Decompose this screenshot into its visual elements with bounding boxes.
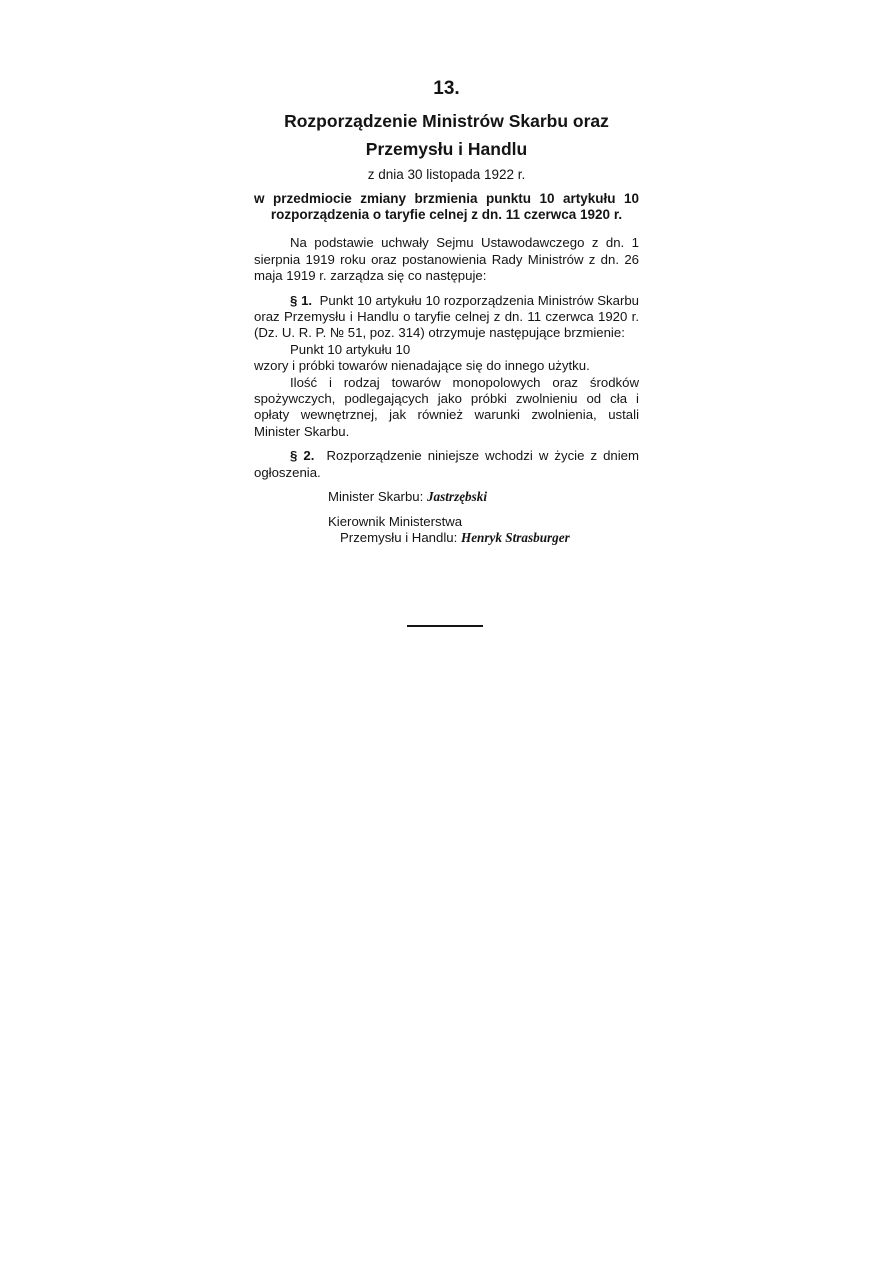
document-number: 13. (433, 78, 460, 99)
document-title-line1: Rozporządzenie Ministrów Skarbu oraz (284, 111, 609, 131)
minister-label: Minister Skarbu: (328, 489, 424, 505)
signature-minister (254, 489, 639, 505)
preamble: Na podstawie uchwały Sejmu Ustawodawczego z dn. 1 sierpnia 1919 roku oraz postanowienia Rady Ministrów z dn. 26 maja 1919 r. zarządza się co następuje: (254, 235, 639, 284)
section-1 (254, 293, 639, 342)
closing-rule (407, 625, 483, 627)
document-page (254, 78, 639, 546)
document-date: z dnia 30 listopada 1922 r. (367, 167, 526, 182)
quoted-text-1: wzory i próbki towarów nienadające się do innego użytku. (254, 358, 590, 374)
minister-name: Jastrzębski (426, 489, 488, 505)
section-2 (254, 448, 639, 481)
section-1-label: § 1. (290, 292, 313, 308)
document-title-line2: Przemysłu i Handlu (365, 139, 528, 159)
signature-head (254, 530, 639, 546)
section-2-text: Rozporządzenie niniejsze wchodzi w życie z dniem ogłoszenia. (254, 448, 640, 480)
section-2-label: § 2. (290, 448, 315, 464)
head-label-line2: Przemysłu i Handlu: (340, 529, 458, 545)
head-name: Henryk Strasburger (460, 529, 570, 545)
quoted-heading: Punkt 10 artykułu 10 (290, 341, 411, 357)
section-1-text: Punkt 10 artykułu 10 rozporządzenia Ministrów Skarbu oraz Przemysłu i Handlu o taryfie celnej z dn. 11 czerwca 1920 r. (Dz. U. R. P. № 51, poz. 314) otrzymuje następujące brzmienie: (254, 292, 640, 341)
head-label-line1: Kierownik Ministerstwa (328, 513, 463, 529)
signatures (254, 489, 639, 546)
document-subject: w przedmiocie zmiany brzmienia punktu 10 artykułu 10 rozporządzenia o taryfie celnej z dn. 11 czerwca 1920 r. (254, 191, 639, 223)
quoted-text-2: Ilość i rodzaj towarów monopolowych oraz środków spożywczych, podlegających jako próbki zwolnieniu od cła i opłaty wewnętrznej, jak również warunki zwolnienia, ustali Minister Skarbu. (254, 374, 639, 439)
